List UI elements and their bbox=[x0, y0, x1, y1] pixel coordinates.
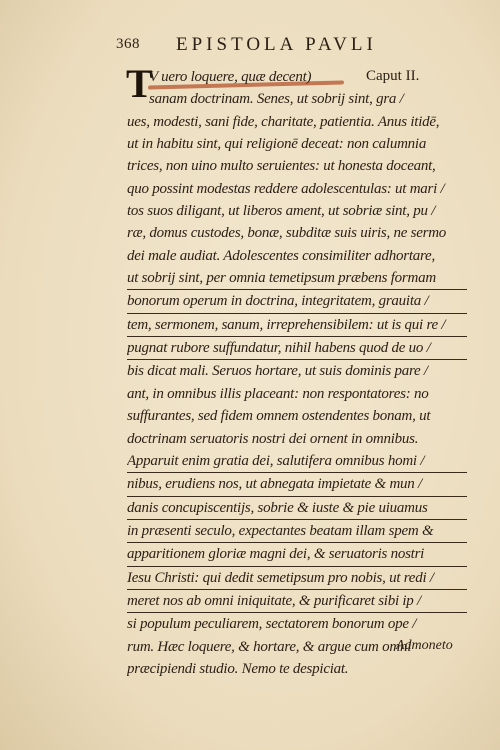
page-number: 368 bbox=[116, 36, 140, 52]
text-line: quo possint modestas reddere adolescentulas: ut mari / bbox=[127, 180, 445, 197]
chapter-label: Caput II. bbox=[366, 68, 420, 84]
text-line: ut in habitu sint, qui religionē deceat: non calumnia bbox=[127, 136, 427, 153]
text-line: dei male audiat. Adolescentes consimiliter adhortare, bbox=[127, 247, 435, 264]
text-line: ues, modesti, sani fide, charitate, patientia. Anus itidē, bbox=[127, 113, 440, 130]
text-line: suffurantes, sed fidem omnem ostendentes bonam, ut bbox=[127, 408, 431, 425]
text-line: in præsenti seculo, expectantes beatam illam spem & bbox=[127, 520, 467, 543]
running-head: EPISTOLA PAVLI bbox=[176, 34, 377, 55]
text-line: bonorum operum in doctrina, integritatem, grauita / bbox=[127, 290, 467, 313]
text-line: ant, in omnibus illis placeant: non respontatores: no bbox=[127, 385, 429, 402]
text-line: trices, non uino multo seruientes: ut honesta doceant, bbox=[127, 158, 436, 175]
text-line: Apparuit enim gratia dei, salutifera omnibus homi / bbox=[127, 450, 467, 473]
text-line: doctrinam seruatoris nostri dei ornent in omnibus. bbox=[127, 430, 419, 447]
text-line: ut sobrij sint, per omnia temetipsum præbens formam bbox=[127, 267, 467, 290]
catchword: Admoneto bbox=[396, 638, 453, 653]
text-line: pugnat rubore suffundatur, nihil habens quod de uo / bbox=[127, 337, 467, 360]
text-line: Iesu Christi: qui dedit semetipsum pro nobis, ut redi / bbox=[127, 567, 467, 590]
text-line: sanam doctrinam. Senes, ut sobrij sint, gra / bbox=[149, 91, 404, 108]
text-line: bis dicat mali. Seruos hortare, ut suis dominis pare / bbox=[127, 363, 428, 380]
text-line: V uero loquere, quæ decent) bbox=[149, 69, 312, 85]
text-block bbox=[126, 61, 467, 680]
text-line: apparitionem gloriæ magni dei, & seruatoris nostri bbox=[127, 543, 467, 566]
text-line: nibus, erudiens nos, ut abnegata impietate & mun / bbox=[127, 473, 467, 496]
text-line: si populum peculiarem, sectatorem bonorum ope / bbox=[127, 616, 417, 633]
text-line: tem, sermonem, sanum, irreprehensibilem: ut is qui re / bbox=[127, 314, 467, 337]
text-line: meret nos ab omni iniquitate, & purificaret sibi ip / bbox=[127, 590, 467, 613]
text-line: danis concupiscentijs, sobrie & iuste & pie uiuamus bbox=[127, 497, 467, 520]
drop-cap-initial: T bbox=[126, 61, 153, 106]
text-line: tos suos diligant, ut liberos ament, ut sobriæ sint, pu / bbox=[127, 203, 436, 220]
text-line: rum. Hæc loquere, & hortare, & argue cum omni bbox=[127, 638, 412, 655]
text-line: præcipiendi studio. Nemo te despiciat. bbox=[127, 660, 349, 677]
text-line: ræ, domus custodes, bonæ, subditæ suis uiris, ne sermo bbox=[127, 225, 447, 242]
